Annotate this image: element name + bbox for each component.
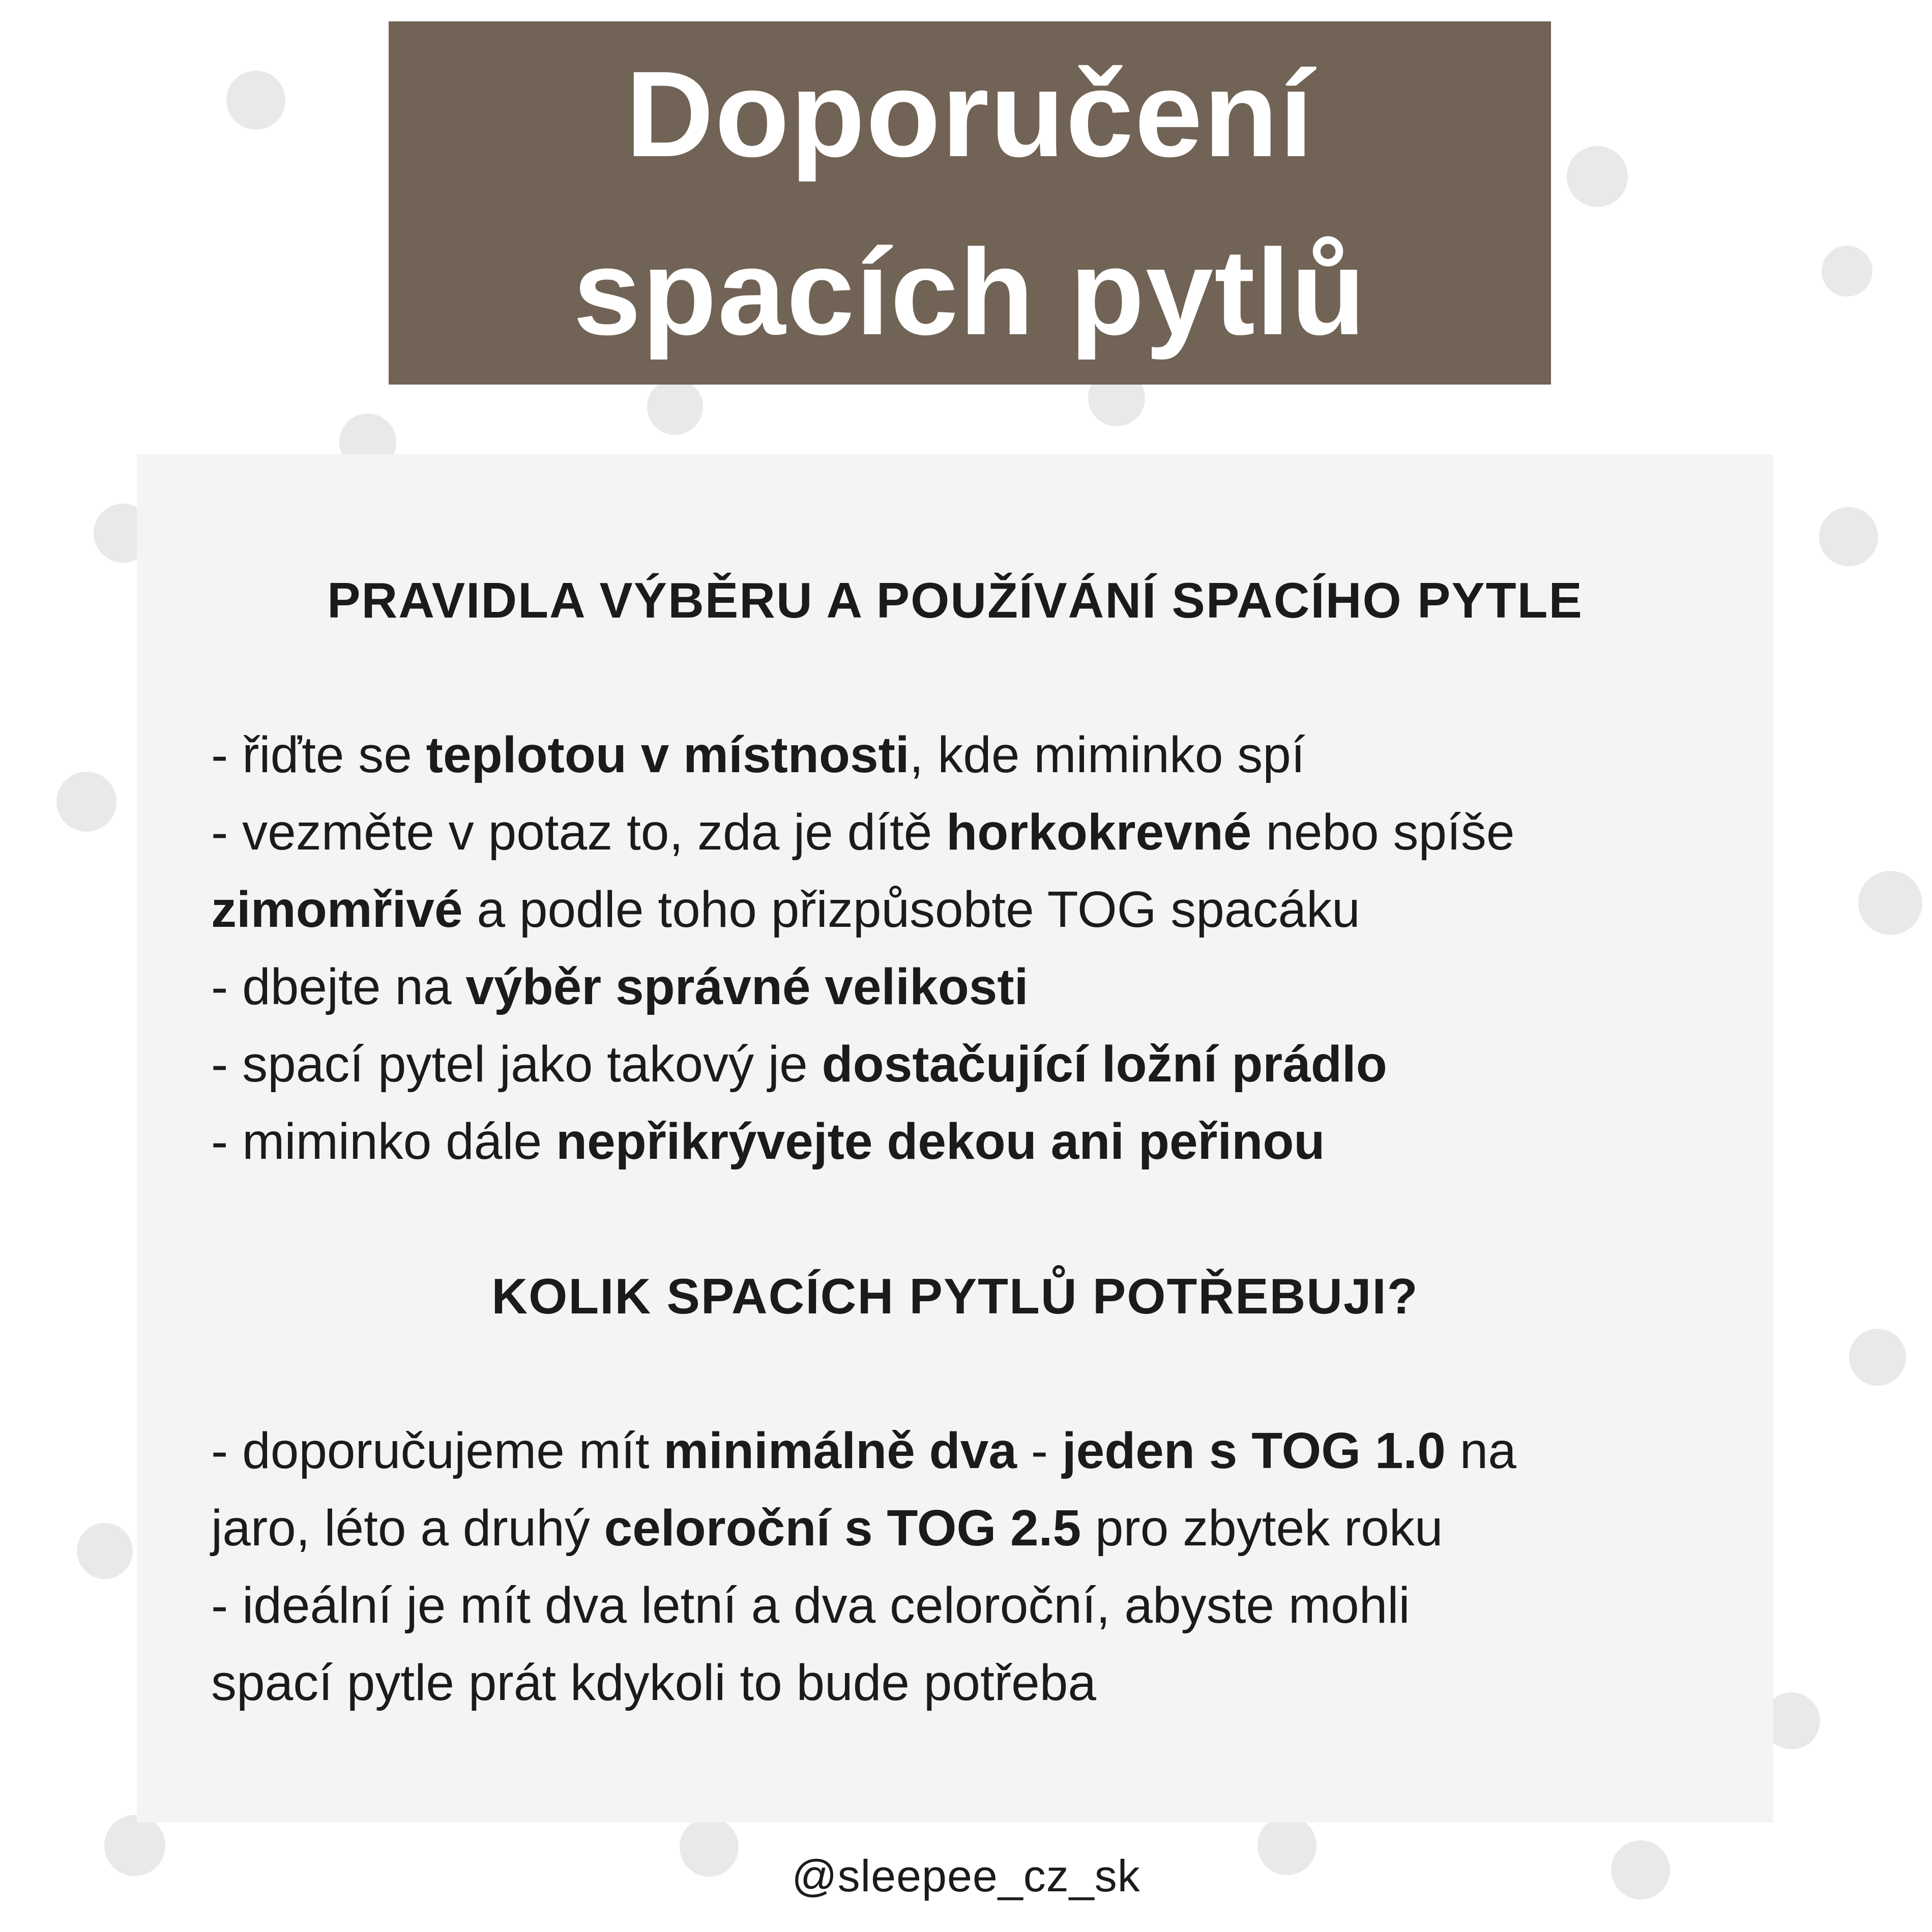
content-card — [137, 454, 1773, 1823]
plain-text: - dbejte na — [211, 958, 466, 1015]
plain-text: spací pytle prát kdykoli to bude potřeba — [211, 1654, 1096, 1711]
plain-text: , kde miminko spí — [909, 726, 1305, 783]
text-line — [211, 871, 1702, 948]
polka-dot — [77, 1523, 133, 1579]
plain-text: na — [1445, 1422, 1516, 1479]
plain-text: pro zbytek roku — [1081, 1500, 1443, 1557]
emphasis-text: teplotou v místnosti — [426, 726, 910, 783]
text-line — [211, 1026, 1702, 1103]
title-line-2: spacích pytlů — [573, 224, 1367, 360]
text-line — [211, 1567, 1702, 1644]
plain-text: nebo spíše — [1251, 804, 1515, 861]
text-line — [211, 794, 1702, 871]
plain-text: - ideální je mít dva letní a dva celoroční, abyste mohli — [211, 1577, 1410, 1634]
plain-text: - miminko dále — [211, 1113, 556, 1170]
emphasis-text: celoroční s TOG 2.5 — [604, 1500, 1081, 1557]
section1-text-block — [211, 716, 1702, 1180]
section1-heading: PRAVIDLA VÝBĚRU A POUŽÍVÁNÍ SPACÍHO PYTLE — [327, 572, 1583, 628]
plain-text: a podle toho přizpůsobte TOG spacáku — [462, 881, 1360, 938]
emphasis-text: nepřikrývejte dekou ani peřinou — [555, 1113, 1325, 1170]
polka-dot — [1822, 246, 1872, 297]
plain-text: - — [1016, 1422, 1062, 1479]
polka-dot — [1858, 871, 1922, 935]
emphasis-text: zimomřivé — [211, 881, 463, 938]
plain-text: - spací pytel jako takový je — [211, 1036, 822, 1093]
instagram-handle: @sleepee_cz_sk — [792, 1851, 1140, 1901]
polka-dot — [1567, 146, 1628, 207]
text-line — [211, 948, 1702, 1026]
text-line — [211, 1412, 1702, 1489]
section2-heading: KOLIK SPACÍCH PYTLŮ POTŘEBUJI? — [491, 1268, 1419, 1324]
emphasis-text: minimálně dva — [663, 1422, 1017, 1479]
emphasis-text: horkokrevné — [946, 804, 1252, 861]
text-line — [211, 1103, 1702, 1180]
emphasis-text: výběr správné velikosti — [465, 958, 1029, 1015]
emphasis-text: jeden s TOG 1.0 — [1062, 1422, 1446, 1479]
text-line — [211, 1644, 1702, 1721]
plain-text: - doporučujeme mít — [211, 1422, 664, 1479]
polka-dot — [226, 71, 285, 130]
title-banner — [389, 21, 1551, 385]
plain-text: - vezměte v potaz to, zda je dítě — [211, 804, 947, 861]
plain-text: - řiďte se — [211, 726, 426, 783]
polka-dot — [56, 772, 116, 832]
text-line — [211, 716, 1702, 794]
plain-text: jaro, léto a druhý — [211, 1500, 604, 1557]
polka-dot — [647, 379, 703, 435]
polka-dot — [1819, 507, 1878, 566]
text-line — [211, 1489, 1702, 1567]
emphasis-text: dostačující ložní prádlo — [822, 1036, 1387, 1093]
title-line-1: Doporučení — [625, 46, 1314, 182]
polka-dot — [1849, 1329, 1906, 1386]
section2-text-block — [211, 1412, 1702, 1721]
